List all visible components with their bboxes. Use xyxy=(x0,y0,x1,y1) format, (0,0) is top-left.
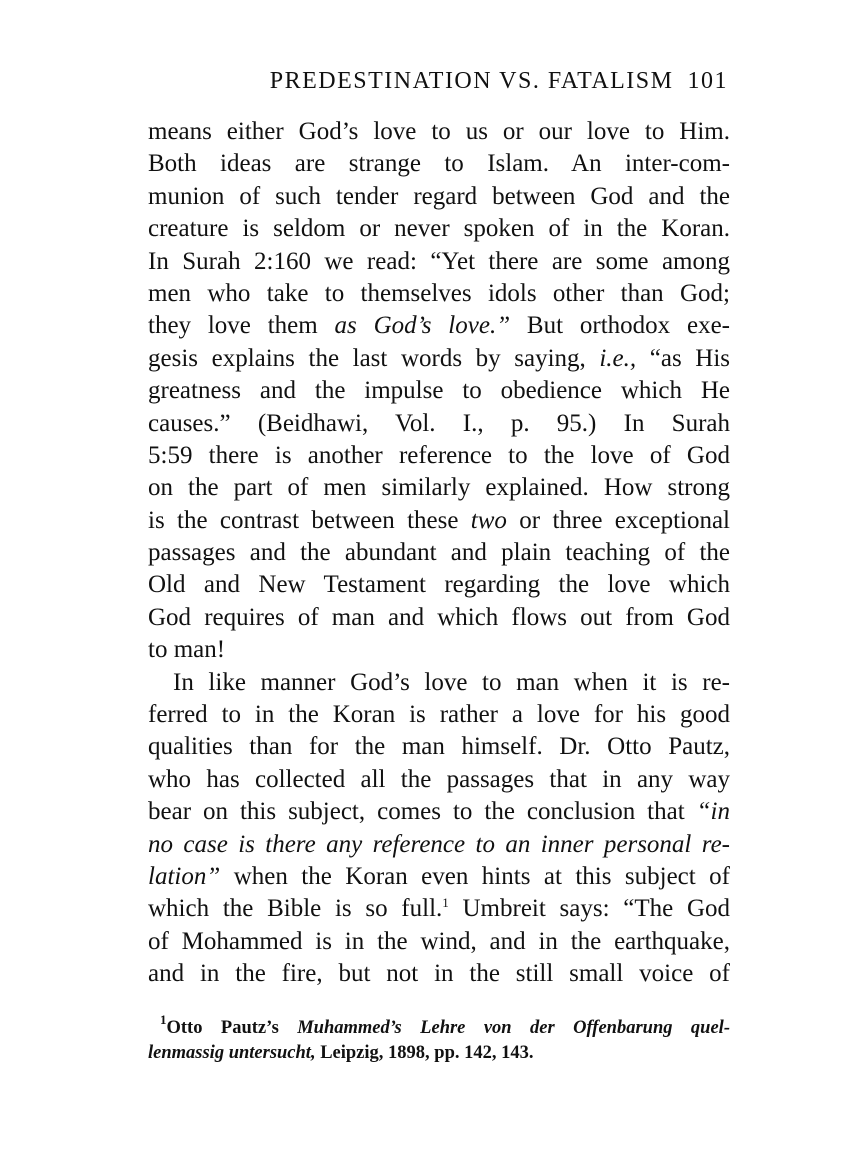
italic-phrase: lation” xyxy=(148,862,221,890)
italic-phrase: two xyxy=(470,506,507,534)
text-line: men who take to themselves idols other than God; xyxy=(148,279,730,307)
text-line: lation” when the Koran even hints at this subject of xyxy=(148,862,730,890)
footnote-line: $^1$Otto Pautz’s Muhammed’s Lehre von der Offenbarung quel- xyxy=(160,1012,730,1038)
text-line: is the contrast between these two or three exceptional xyxy=(148,506,730,534)
text-line: of Mohammed is in the wind, and in the earthquake, xyxy=(148,927,730,955)
text-line: creature is seldom or never spoken of in the Koran. xyxy=(148,215,730,243)
text-line: who has collected all the passages that in any way xyxy=(148,765,730,793)
text-line: In Surah 2:160 we read: “Yet there are some among xyxy=(148,247,730,275)
text-line: God requires of man and which flows out from God xyxy=(148,603,730,631)
body-text xyxy=(148,116,730,991)
text-line xyxy=(148,829,730,861)
italic-phrase: “in xyxy=(696,798,730,826)
footnote-marker: 1 xyxy=(160,1012,167,1027)
text-line: means either God’s love to us or our love to Him. xyxy=(148,118,730,145)
footnote-reference: 1 xyxy=(442,895,449,911)
text-line: In like manner God’s love to man when it is re- xyxy=(173,668,730,696)
text-line: Both ideas are strange to Islam. An inter-com- xyxy=(148,150,730,178)
footnote-line: lenmassig untersucht, Leipzig, 1898, pp. 142, 143. xyxy=(148,1043,534,1063)
page-number: 101 xyxy=(687,68,728,94)
italic-phrase: i.e., xyxy=(599,344,637,372)
text-line: which the Bible is so full.$^1$ Umbreit says: “The God xyxy=(148,895,730,923)
text-line: gesis explains the last words by saying, i.e., “as His xyxy=(148,344,730,372)
text-line: they love them as God’s love.” But orthodox exe- xyxy=(148,312,730,340)
text-line: passages and the abundant and plain teaching of the xyxy=(148,539,730,567)
text-line: ferred to in the Koran is rather a love for his good xyxy=(148,701,730,729)
running-head-title: PREDESTINATION VS. FATALISM xyxy=(269,68,674,94)
text-line: causes.” (Beidhawi, Vol. I., p. 95.) In Surah xyxy=(148,409,730,437)
running-head xyxy=(150,68,728,108)
text-line: to man! xyxy=(148,636,226,664)
text-line: on the part of men similarly explained. How strong xyxy=(148,474,730,502)
text-line: Old and New Testament regarding the love which xyxy=(148,571,730,599)
text-line: and in the fire, but not in the still small voice of xyxy=(148,960,730,988)
italic-phrase: no case is there any reference to an inner personal re- xyxy=(148,830,730,858)
footnote xyxy=(148,1012,730,1066)
italic-phrase: as God’s love.” xyxy=(334,312,511,340)
text-line: munion of such tender regard between God and the xyxy=(148,182,730,210)
text-line: greatness and the impulse to obedience which He xyxy=(148,377,730,405)
text-line: 5:59 there is another reference to the love of God xyxy=(148,441,730,469)
text-line: qualities than for the man himself. Dr. Otto Pautz, xyxy=(148,733,730,761)
text-line: bear on this subject, comes to the conclusion that “in xyxy=(148,798,730,826)
